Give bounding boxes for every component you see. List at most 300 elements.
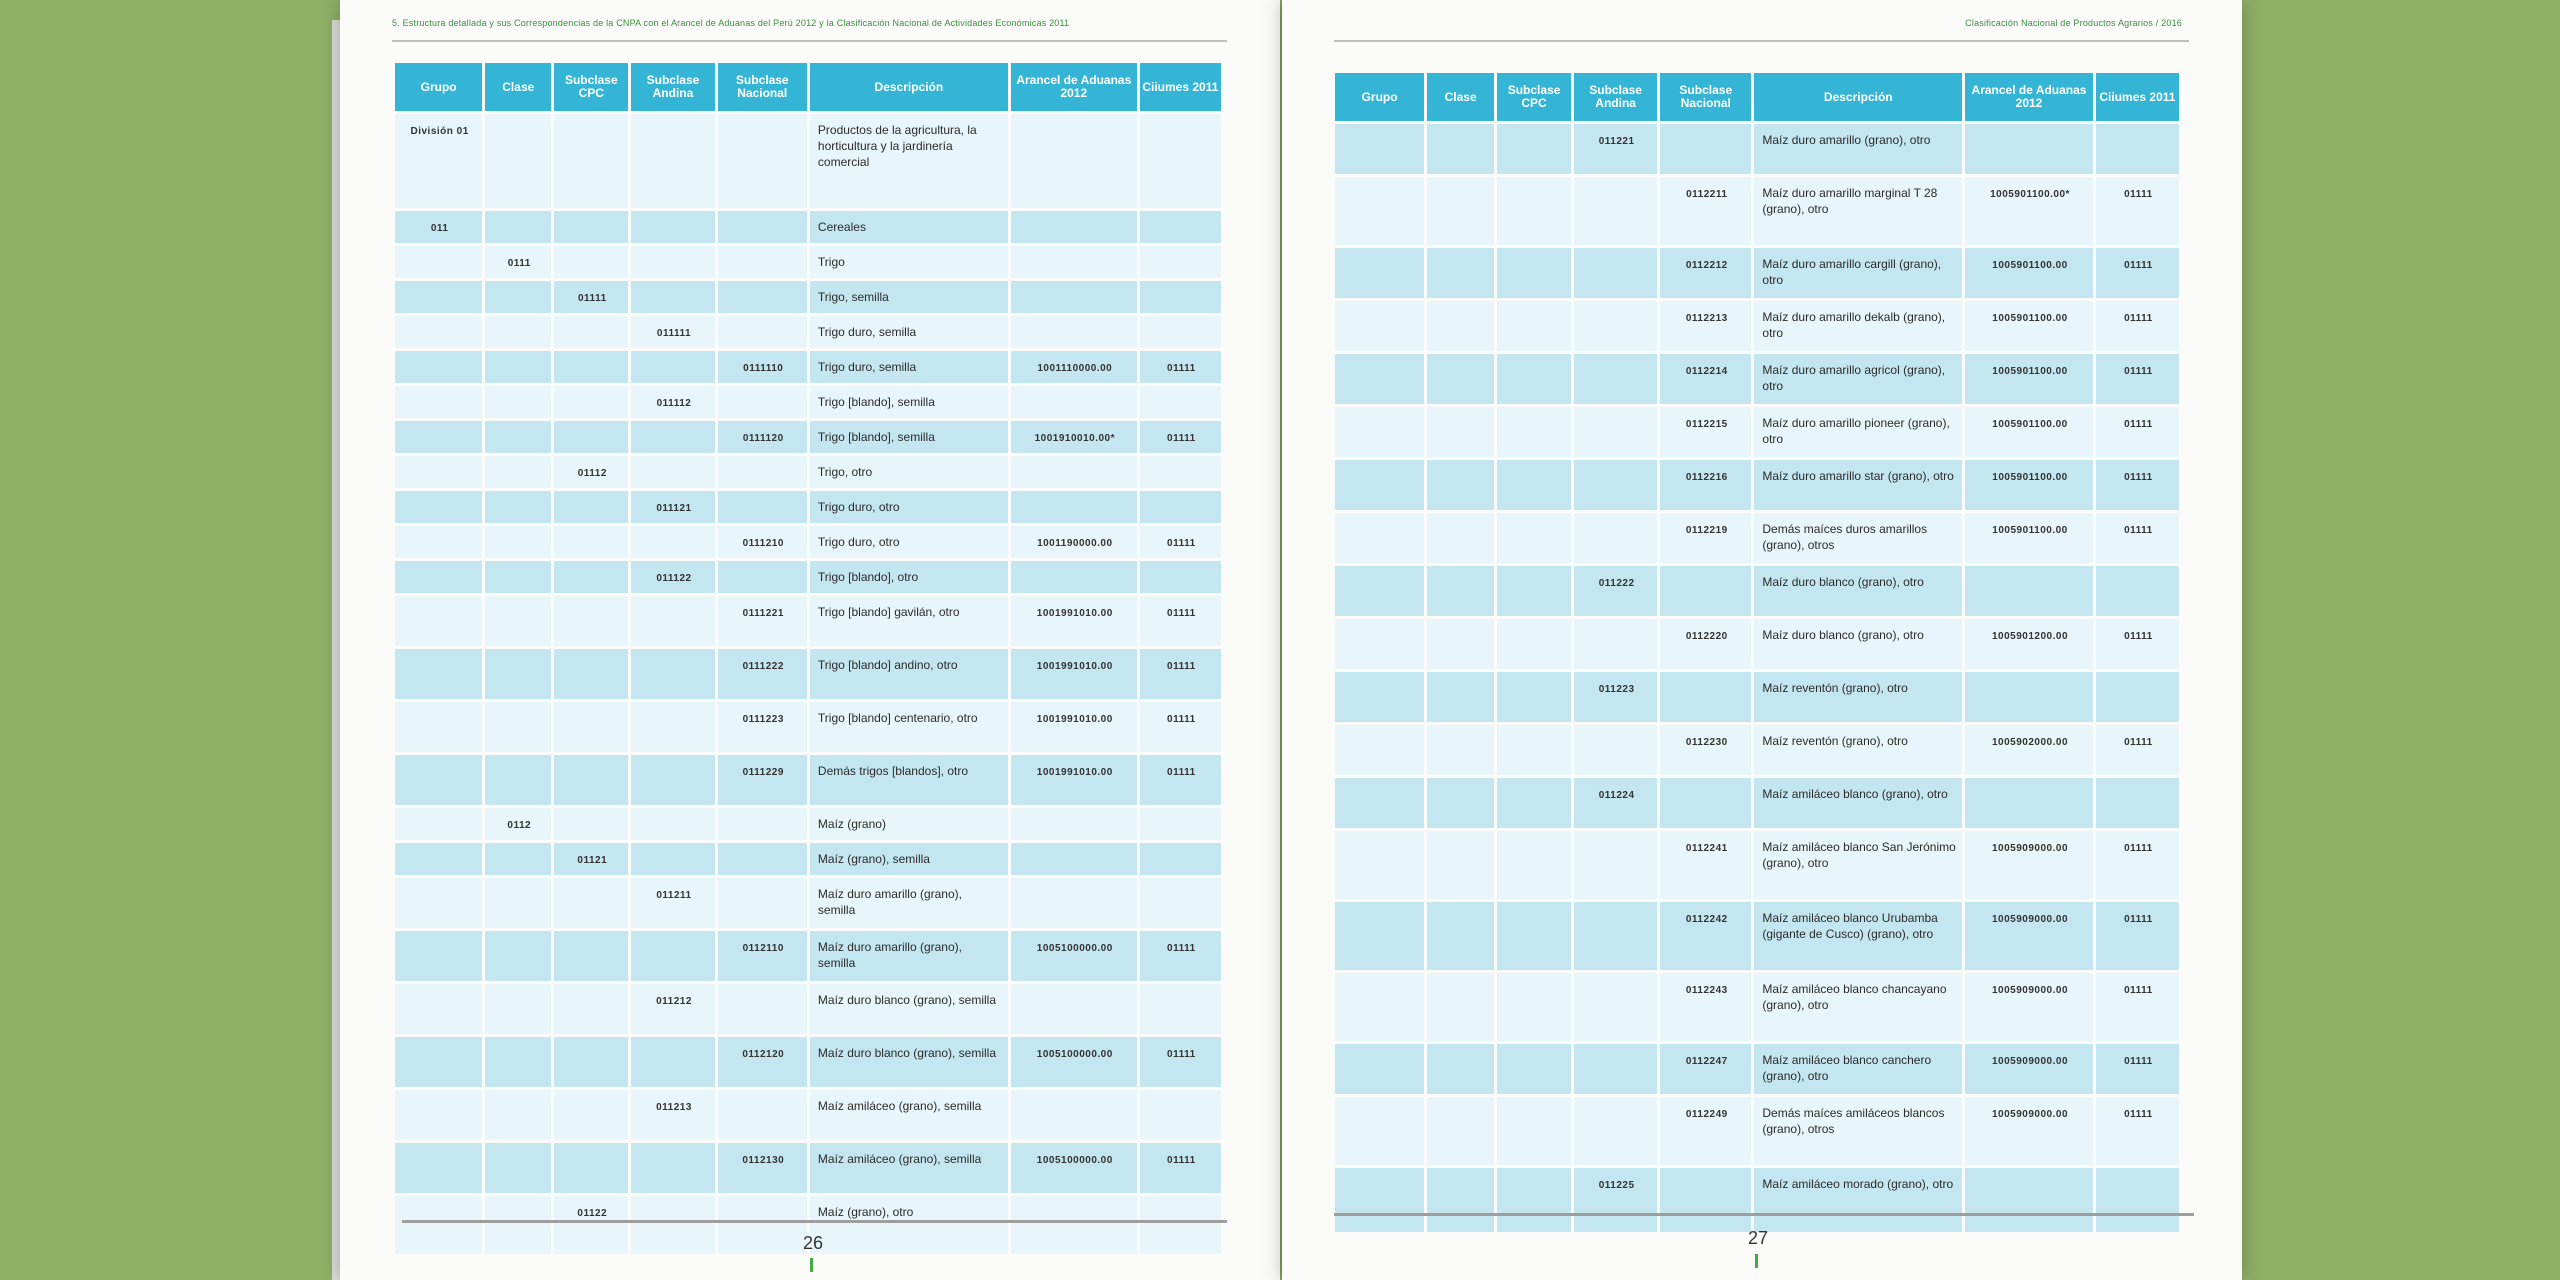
cell-ciiu: 01111 bbox=[1140, 702, 1221, 752]
cell-arancel bbox=[1011, 808, 1137, 840]
cell-desc: Maíz amiláceo blanco (grano), otro bbox=[1754, 778, 1962, 828]
cell-arancel bbox=[1965, 672, 2093, 722]
cell-cpc bbox=[1497, 619, 1571, 669]
cell-clase: 0112 bbox=[485, 808, 551, 840]
cell-ciiu: 01111 bbox=[2096, 354, 2179, 404]
cell-desc: Maíz duro blanco (grano), semilla bbox=[810, 1037, 1008, 1087]
table-row bbox=[1335, 566, 2179, 616]
cell-andina bbox=[1574, 177, 1657, 245]
cell-ciiu bbox=[2096, 1168, 2179, 1232]
cell-grupo bbox=[1335, 460, 1424, 510]
cell-ciiu bbox=[1140, 114, 1221, 208]
table-row bbox=[395, 386, 1221, 418]
cell-cpc bbox=[1497, 902, 1571, 970]
cell-clase bbox=[1427, 513, 1494, 563]
cell-clase bbox=[485, 281, 551, 313]
cell-nacional: 0112215 bbox=[1660, 407, 1751, 457]
table-row bbox=[1335, 1097, 2179, 1165]
cell-nacional bbox=[1660, 672, 1751, 722]
cell-grupo bbox=[395, 808, 482, 840]
table-row bbox=[395, 316, 1221, 348]
cell-ciiu bbox=[1140, 316, 1221, 348]
cell-nacional bbox=[718, 561, 807, 593]
cell-desc: Maíz duro amarillo pioneer (grano), otro bbox=[1754, 407, 1962, 457]
column-header: Ciiumes 2011 bbox=[2096, 73, 2179, 121]
cell-ciiu bbox=[2096, 778, 2179, 828]
cell-desc: Trigo [blando], semilla bbox=[810, 421, 1008, 453]
cell-clase bbox=[485, 114, 551, 208]
table-row bbox=[395, 351, 1221, 383]
cell-grupo bbox=[395, 561, 482, 593]
cell-desc: Maíz amiláceo blanco canchero (grano), otro bbox=[1754, 1044, 1962, 1094]
cell-arancel: 1005100000.00 bbox=[1011, 931, 1137, 981]
cell-andina bbox=[631, 1143, 714, 1193]
cell-nacional bbox=[718, 1090, 807, 1140]
cell-andina bbox=[631, 211, 714, 243]
cell-nacional: 0112220 bbox=[1660, 619, 1751, 669]
table-header-right bbox=[1335, 73, 2179, 121]
table-row bbox=[1335, 124, 2179, 174]
column-header: Subclase Nacional bbox=[718, 63, 807, 111]
cell-desc: Maíz duro blanco (grano), otro bbox=[1754, 566, 1962, 616]
cell-grupo bbox=[1335, 513, 1424, 563]
cell-cpc bbox=[1497, 460, 1571, 510]
cell-grupo bbox=[1335, 1044, 1424, 1094]
cell-desc: Productos de la agricultura, la horticultura y la jardinería comercial bbox=[810, 114, 1008, 208]
cell-desc: Maíz duro amarillo star (grano), otro bbox=[1754, 460, 1962, 510]
cell-nacional bbox=[1660, 566, 1751, 616]
cell-desc: Trigo duro, semilla bbox=[810, 351, 1008, 383]
cell-desc: Maíz duro blanco (grano), otro bbox=[1754, 619, 1962, 669]
cell-andina bbox=[1574, 831, 1657, 899]
cell-andina bbox=[1574, 407, 1657, 457]
table-row bbox=[395, 984, 1221, 1034]
table-row bbox=[395, 1090, 1221, 1140]
cell-arancel: 1001991010.00 bbox=[1011, 596, 1137, 646]
cell-grupo bbox=[395, 526, 482, 558]
cell-andina bbox=[1574, 725, 1657, 775]
cell-clase bbox=[1427, 831, 1494, 899]
cell-clase bbox=[485, 351, 551, 383]
cell-clase bbox=[1427, 1044, 1494, 1094]
table-row bbox=[395, 281, 1221, 313]
cell-ciiu: 01111 bbox=[2096, 973, 2179, 1041]
column-header: Subclase Andina bbox=[631, 63, 714, 111]
cell-desc: Trigo, otro bbox=[810, 456, 1008, 488]
running-head-right: Clasificación Nacional de Productos Agrarios / 2016 bbox=[1965, 18, 2182, 28]
cell-ciiu: 01111 bbox=[2096, 902, 2179, 970]
table-body-left bbox=[395, 114, 1221, 1254]
table-row bbox=[1335, 460, 2179, 510]
footer-rule-right bbox=[1334, 1213, 2194, 1216]
cell-arancel: 1005100000.00 bbox=[1011, 1037, 1137, 1087]
cell-andina: 011223 bbox=[1574, 672, 1657, 722]
cell-nacional: 0111210 bbox=[718, 526, 807, 558]
cell-ciiu: 01111 bbox=[2096, 177, 2179, 245]
cell-nacional: 0112242 bbox=[1660, 902, 1751, 970]
cell-grupo bbox=[395, 702, 482, 752]
cell-andina bbox=[631, 281, 714, 313]
cell-grupo bbox=[1335, 831, 1424, 899]
cell-arancel bbox=[1965, 1168, 2093, 1232]
cell-arancel bbox=[1965, 124, 2093, 174]
column-header: Clase bbox=[485, 63, 551, 111]
cell-andina bbox=[1574, 301, 1657, 351]
cell-andina: 011211 bbox=[631, 878, 714, 928]
cell-desc: Cereales bbox=[810, 211, 1008, 243]
cell-ciiu bbox=[1140, 843, 1221, 875]
cell-nacional bbox=[718, 984, 807, 1034]
cell-arancel: 1001991010.00 bbox=[1011, 649, 1137, 699]
cell-nacional bbox=[718, 843, 807, 875]
cell-andina bbox=[631, 351, 714, 383]
cell-clase bbox=[485, 211, 551, 243]
cell-desc: Maíz duro amarillo dekalb (grano), otro bbox=[1754, 301, 1962, 351]
cell-cpc bbox=[554, 878, 628, 928]
cell-arancel: 1001991010.00 bbox=[1011, 702, 1137, 752]
cell-desc: Maíz (grano), otro bbox=[810, 1196, 1008, 1254]
cell-clase bbox=[1427, 248, 1494, 298]
cell-desc: Trigo duro, semilla bbox=[810, 316, 1008, 348]
cell-andina bbox=[1574, 1097, 1657, 1165]
cell-clase bbox=[1427, 301, 1494, 351]
cell-cpc bbox=[554, 1037, 628, 1087]
cell-andina bbox=[1574, 354, 1657, 404]
cell-cpc bbox=[554, 984, 628, 1034]
cell-arancel: 1005901100.00 bbox=[1965, 460, 2093, 510]
table-row bbox=[1335, 354, 2179, 404]
cell-ciiu bbox=[1140, 1196, 1221, 1254]
cell-andina bbox=[1574, 619, 1657, 669]
cell-ciiu bbox=[2096, 566, 2179, 616]
cell-ciiu: 01111 bbox=[2096, 407, 2179, 457]
cell-andina: 011122 bbox=[631, 561, 714, 593]
cell-cpc bbox=[554, 808, 628, 840]
cell-clase bbox=[485, 456, 551, 488]
cell-cpc: 01112 bbox=[554, 456, 628, 488]
cell-clase bbox=[485, 561, 551, 593]
table-row bbox=[395, 596, 1221, 646]
table-row bbox=[395, 491, 1221, 523]
cell-arancel: 1005902000.00 bbox=[1965, 725, 2093, 775]
table-row bbox=[395, 878, 1221, 928]
cell-cpc bbox=[1497, 973, 1571, 1041]
cell-cpc bbox=[554, 649, 628, 699]
cell-cpc bbox=[1497, 566, 1571, 616]
cell-grupo bbox=[395, 316, 482, 348]
table-row bbox=[395, 649, 1221, 699]
cell-arancel bbox=[1011, 561, 1137, 593]
cell-ciiu: 01111 bbox=[1140, 351, 1221, 383]
cell-andina bbox=[1574, 1044, 1657, 1094]
cell-ciiu: 01111 bbox=[1140, 421, 1221, 453]
column-header: Arancel de Aduanas 2012 bbox=[1011, 63, 1137, 111]
cell-clase bbox=[1427, 902, 1494, 970]
cell-ciiu: 01111 bbox=[1140, 1037, 1221, 1087]
cell-arancel: 1001110000.00 bbox=[1011, 351, 1137, 383]
cell-clase bbox=[485, 526, 551, 558]
cell-desc: Maíz amiláceo blanco San Jerónimo (grano), otro bbox=[1754, 831, 1962, 899]
cell-desc: Maíz duro amarillo (grano), otro bbox=[1754, 124, 1962, 174]
table-row bbox=[395, 808, 1221, 840]
cell-nacional: 0112247 bbox=[1660, 1044, 1751, 1094]
cell-nacional: 0112213 bbox=[1660, 301, 1751, 351]
table-row bbox=[1335, 672, 2179, 722]
cell-nacional: 0112219 bbox=[1660, 513, 1751, 563]
cell-grupo bbox=[1335, 1097, 1424, 1165]
cell-grupo bbox=[395, 649, 482, 699]
cell-grupo bbox=[395, 456, 482, 488]
cell-cpc bbox=[1497, 1097, 1571, 1165]
cell-desc: Maíz reventón (grano), otro bbox=[1754, 672, 1962, 722]
table-row bbox=[395, 421, 1221, 453]
cell-grupo bbox=[1335, 301, 1424, 351]
column-header: Subclase Andina bbox=[1574, 73, 1657, 121]
table-row bbox=[395, 843, 1221, 875]
cell-ciiu bbox=[1140, 456, 1221, 488]
cell-desc: Trigo duro, otro bbox=[810, 491, 1008, 523]
table-row bbox=[395, 526, 1221, 558]
cell-andina bbox=[631, 755, 714, 805]
cell-cpc bbox=[1497, 672, 1571, 722]
cell-cpc bbox=[554, 421, 628, 453]
cell-grupo bbox=[1335, 672, 1424, 722]
cell-andina bbox=[1574, 460, 1657, 510]
cell-desc: Trigo duro, otro bbox=[810, 526, 1008, 558]
cell-arancel bbox=[1011, 984, 1137, 1034]
cell-cpc bbox=[1497, 124, 1571, 174]
cell-nacional: 0112130 bbox=[718, 1143, 807, 1193]
cell-grupo bbox=[1335, 1168, 1424, 1232]
table-row bbox=[395, 702, 1221, 752]
cell-grupo bbox=[395, 596, 482, 646]
cell-ciiu bbox=[1140, 491, 1221, 523]
cell-desc: Maíz duro amarillo agricol (grano), otro bbox=[1754, 354, 1962, 404]
cell-nacional: 0111110 bbox=[718, 351, 807, 383]
cell-grupo bbox=[1335, 407, 1424, 457]
cell-nacional bbox=[718, 456, 807, 488]
table-row bbox=[1335, 1044, 2179, 1094]
cell-grupo bbox=[395, 1090, 482, 1140]
cell-nacional: 0111229 bbox=[718, 755, 807, 805]
cell-nacional: 0111120 bbox=[718, 421, 807, 453]
table-row bbox=[395, 755, 1221, 805]
table-row bbox=[395, 1037, 1221, 1087]
cell-arancel bbox=[1965, 778, 2093, 828]
cell-arancel bbox=[1011, 316, 1137, 348]
cell-arancel: 1005901100.00 bbox=[1965, 407, 2093, 457]
cell-arancel: 1005901100.00* bbox=[1965, 177, 2093, 245]
column-header: Subclase CPC bbox=[554, 63, 628, 111]
cell-cpc bbox=[1497, 725, 1571, 775]
cell-cpc bbox=[1497, 177, 1571, 245]
cell-andina: 011224 bbox=[1574, 778, 1657, 828]
cell-nacional: 0112230 bbox=[1660, 725, 1751, 775]
cell-arancel: 1005901100.00 bbox=[1965, 513, 2093, 563]
cell-clase bbox=[1427, 460, 1494, 510]
cell-grupo bbox=[395, 491, 482, 523]
table-body-right bbox=[1335, 124, 2179, 1232]
cell-ciiu bbox=[1140, 386, 1221, 418]
cell-cpc bbox=[554, 1090, 628, 1140]
cell-cpc bbox=[554, 755, 628, 805]
cell-arancel bbox=[1011, 211, 1137, 243]
cell-desc: Trigo bbox=[810, 246, 1008, 278]
cell-ciiu: 01111 bbox=[1140, 649, 1221, 699]
cell-arancel: 1005901200.00 bbox=[1965, 619, 2093, 669]
cell-clase bbox=[1427, 124, 1494, 174]
cell-nacional: 0112241 bbox=[1660, 831, 1751, 899]
cell-andina: 011225 bbox=[1574, 1168, 1657, 1232]
cell-nacional bbox=[1660, 778, 1751, 828]
cell-arancel bbox=[1011, 1090, 1137, 1140]
cell-arancel: 1001910010.00* bbox=[1011, 421, 1137, 453]
cell-cpc bbox=[554, 491, 628, 523]
table-row bbox=[1335, 1168, 2179, 1232]
cell-nacional: 0112110 bbox=[718, 931, 807, 981]
cell-arancel bbox=[1011, 246, 1137, 278]
cell-grupo bbox=[1335, 124, 1424, 174]
column-header: Grupo bbox=[1335, 73, 1424, 121]
cell-desc: Trigo [blando] gavilán, otro bbox=[810, 596, 1008, 646]
cell-grupo bbox=[1335, 354, 1424, 404]
table-row bbox=[1335, 725, 2179, 775]
cell-desc: Demás maíces duros amarillos (grano), otros bbox=[1754, 513, 1962, 563]
column-header: Subclase CPC bbox=[1497, 73, 1571, 121]
cell-desc: Maíz (grano) bbox=[810, 808, 1008, 840]
cell-clase bbox=[485, 1090, 551, 1140]
cell-grupo bbox=[395, 1143, 482, 1193]
cell-andina: 011221 bbox=[1574, 124, 1657, 174]
table-row bbox=[1335, 177, 2179, 245]
cell-ciiu: 01111 bbox=[2096, 1097, 2179, 1165]
cell-ciiu: 01111 bbox=[2096, 831, 2179, 899]
table-row bbox=[1335, 301, 2179, 351]
cell-arancel: 1005901100.00 bbox=[1965, 248, 2093, 298]
header-rule-left bbox=[392, 40, 1227, 42]
cell-grupo bbox=[395, 755, 482, 805]
cell-ciiu: 01111 bbox=[2096, 248, 2179, 298]
cell-clase bbox=[1427, 725, 1494, 775]
table-row bbox=[1335, 831, 2179, 899]
column-header: Subclase Nacional bbox=[1660, 73, 1751, 121]
table-row bbox=[1335, 902, 2179, 970]
cell-nacional: 0112212 bbox=[1660, 248, 1751, 298]
table-row bbox=[395, 211, 1221, 243]
cell-cpc bbox=[1497, 1044, 1571, 1094]
cell-andina bbox=[631, 114, 714, 208]
cell-ciiu bbox=[2096, 672, 2179, 722]
cell-desc: Trigo [blando], semilla bbox=[810, 386, 1008, 418]
cell-clase bbox=[485, 421, 551, 453]
table-row bbox=[1335, 973, 2179, 1041]
cell-cpc bbox=[554, 702, 628, 752]
cell-desc: Maíz duro amarillo (grano), semilla bbox=[810, 878, 1008, 928]
cell-clase bbox=[1427, 354, 1494, 404]
cell-nacional bbox=[718, 1196, 807, 1254]
cell-clase bbox=[1427, 973, 1494, 1041]
cell-arancel: 1005100000.00 bbox=[1011, 1143, 1137, 1193]
cell-ciiu bbox=[1140, 878, 1221, 928]
cell-grupo bbox=[395, 351, 482, 383]
cell-grupo bbox=[395, 421, 482, 453]
classification-table-right bbox=[1332, 70, 2182, 1235]
cell-desc: Maíz amiláceo (grano), semilla bbox=[810, 1090, 1008, 1140]
cell-clase bbox=[485, 755, 551, 805]
cell-grupo: División 01 bbox=[395, 114, 482, 208]
cell-andina: 011121 bbox=[631, 491, 714, 523]
cell-ciiu bbox=[1140, 561, 1221, 593]
cell-nacional bbox=[718, 211, 807, 243]
column-header: Descripción bbox=[1754, 73, 1962, 121]
table-row bbox=[1335, 619, 2179, 669]
cell-nacional bbox=[1660, 124, 1751, 174]
cell-arancel bbox=[1011, 114, 1137, 208]
cell-clase bbox=[485, 386, 551, 418]
cell-andina bbox=[1574, 248, 1657, 298]
cell-ciiu bbox=[1140, 281, 1221, 313]
cell-cpc bbox=[554, 386, 628, 418]
cell-nacional bbox=[1660, 1168, 1751, 1232]
column-header: Arancel de Aduanas 2012 bbox=[1965, 73, 2093, 121]
cell-grupo bbox=[395, 931, 482, 981]
cell-cpc bbox=[554, 316, 628, 348]
cell-cpc bbox=[554, 526, 628, 558]
cell-andina bbox=[631, 246, 714, 278]
table-row bbox=[1335, 248, 2179, 298]
cell-andina bbox=[1574, 973, 1657, 1041]
cell-arancel bbox=[1965, 566, 2093, 616]
cell-arancel bbox=[1011, 491, 1137, 523]
cell-clase bbox=[1427, 177, 1494, 245]
cell-andina bbox=[1574, 902, 1657, 970]
cell-arancel bbox=[1011, 456, 1137, 488]
cell-ciiu: 01111 bbox=[2096, 513, 2179, 563]
cell-ciiu: 01111 bbox=[2096, 725, 2179, 775]
table-row bbox=[395, 561, 1221, 593]
cell-cpc bbox=[1497, 301, 1571, 351]
cell-clase bbox=[1427, 672, 1494, 722]
cell-clase bbox=[485, 1143, 551, 1193]
cell-andina bbox=[631, 1196, 714, 1254]
cell-nacional: 0111221 bbox=[718, 596, 807, 646]
running-head-left: 5. Estructura detallada y sus Correspondencias de la CNPA con el Arancel de Aduanas del Perú 2012 y la Clasificación Nacional de Actividades Económicas 2011 bbox=[392, 18, 1070, 28]
cell-andina: 011222 bbox=[1574, 566, 1657, 616]
cell-grupo bbox=[1335, 566, 1424, 616]
cell-nacional: 0111222 bbox=[718, 649, 807, 699]
cell-clase bbox=[485, 1196, 551, 1254]
cell-arancel: 1005901100.00 bbox=[1965, 301, 2093, 351]
cell-cpc bbox=[1497, 831, 1571, 899]
cell-grupo bbox=[1335, 778, 1424, 828]
cell-nacional: 0112211 bbox=[1660, 177, 1751, 245]
cell-arancel: 1005909000.00 bbox=[1965, 831, 2093, 899]
cell-ciiu: 01111 bbox=[2096, 301, 2179, 351]
cell-nacional bbox=[718, 491, 807, 523]
table-row bbox=[1335, 407, 2179, 457]
table-row bbox=[395, 931, 1221, 981]
cell-andina bbox=[631, 1037, 714, 1087]
column-header: Ciiumes 2011 bbox=[1140, 63, 1221, 111]
cell-cpc bbox=[554, 596, 628, 646]
cell-andina bbox=[631, 456, 714, 488]
cell-andina: 011212 bbox=[631, 984, 714, 1034]
cell-cpc: 01121 bbox=[554, 843, 628, 875]
cell-arancel: 1005909000.00 bbox=[1965, 973, 2093, 1041]
table-row bbox=[1335, 778, 2179, 828]
cell-nacional bbox=[718, 114, 807, 208]
cell-andina bbox=[631, 526, 714, 558]
